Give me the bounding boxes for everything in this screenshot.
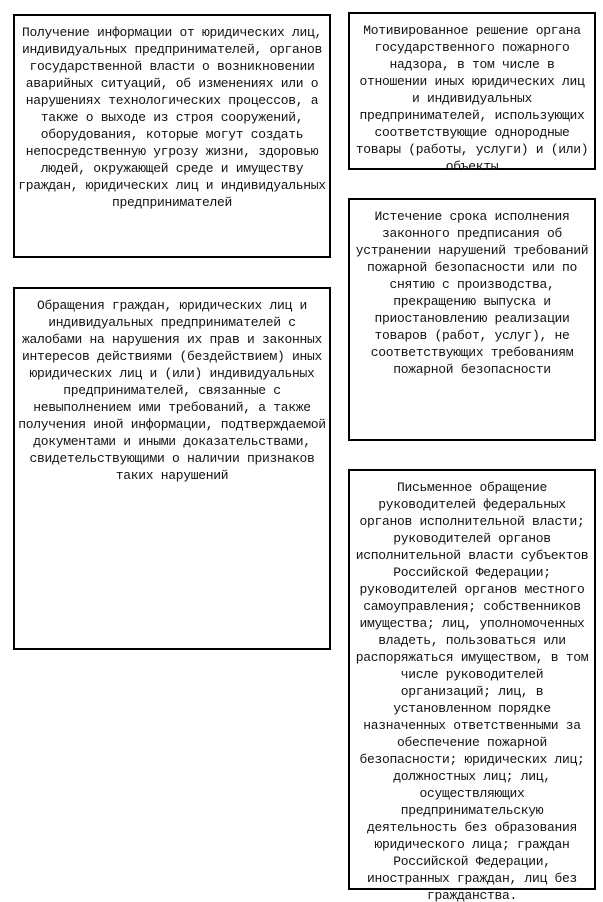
info-box-written-appeals-text: Письменное обращение руководителей федеральных органов исполнительной власти; руководителей органов исполнительной власти субъектов Российской Федерации; руководителей органов местного самоуправления; собственников имущества; лиц, уполномоченных владеть, пользоваться или распоряжаться имуществом, в том числе руководителей организаций; лиц, в установленном порядке назначенных ответственными за обеспечение пожарной безопасности; юридических лиц; должностных лиц; лиц, осуществляющих предпринимательскую деятельность без образования юридического лица; граждан Российской Федерации, иностранных граждан, лиц без гражданства. — [355, 480, 589, 902]
info-box-motivated-decision — [348, 12, 596, 174]
info-box-citizen-complaints — [13, 287, 331, 650]
info-box-motivated-decision-text: Мотивированное решение органа государственного пожарного надзора, в том числе в отношении иных юридических лиц и индивидуальных предпринимателей, использующих соответствующие однородные товары (работы, услуги) и (или) объекты — [355, 23, 589, 174]
info-box-prescription-term-expiry-text: Истечение срока исполнения законного предписания об устранении нарушений требований пожарной безопасности или по снятию с производства, прекращению выпуска и приостановлению реализации товаров (работ, услуг), не соответствующих требованиям пожарной безопасности — [355, 209, 589, 377]
info-box-emergency-information — [13, 14, 331, 258]
info-box-prescription-term-expiry — [348, 198, 596, 441]
info-box-citizen-complaints-text: Обращения граждан, юридических лиц и индивидуальных предпринимателей с жалобами на нарушения их прав и законных интересов действиями (бездействием) иных юридических лиц и (или) индивидуальных предпринимателей, связанные с невыполнением ими требований, а также получения иной информации, подтверждаемой документами и иными доказательствами, свидетельствующими о наличии признаков таких нарушений — [18, 298, 326, 483]
info-box-written-appeals — [348, 469, 596, 902]
info-box-emergency-information-text: Получение информации от юридических лиц, индивидуальных предпринимателей, органов государственной власти о возникновении аварийных ситуаций, об изменениях или о нарушениях технологических процессов, а также о выходе из строя сооружений, оборудования, которые могут создать непосредственную угрозу жизни, здоровью людей, окружающей среде и имуществу граждан, юридических лиц и индивидуальных предпринимателей — [18, 25, 326, 210]
